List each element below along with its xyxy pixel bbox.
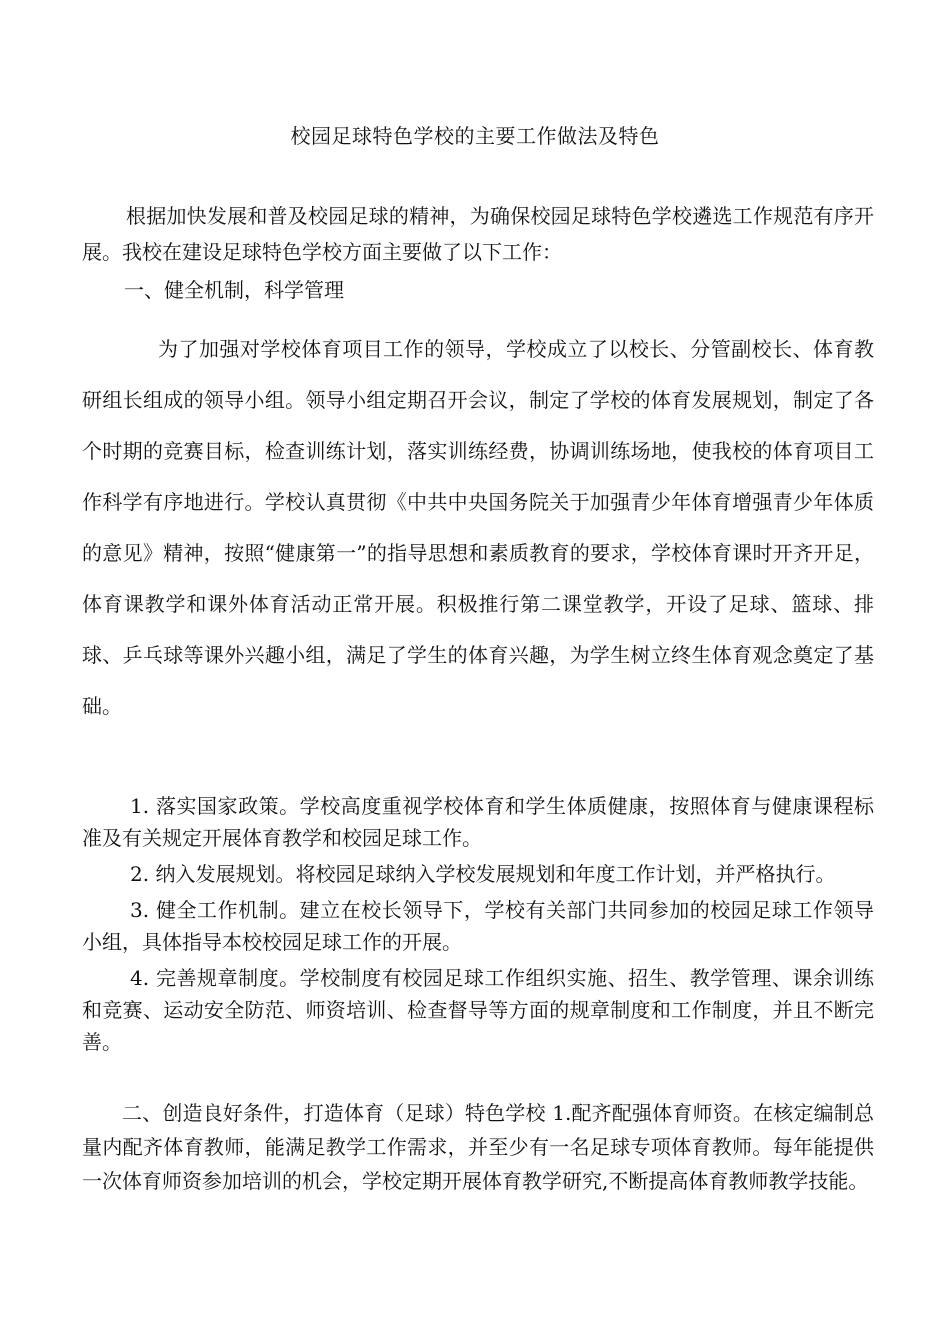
list-item: 4. 完善规章制度。学校制度有校园足球工作组织实施、招生、教学管理、课余训练和竞赛、运动安全防范、师资培训、检查督导等方面的规章制度和工作制度，并且不断完善。	[82, 966, 874, 1054]
section-one-heading: 一、健全机制，科学管理	[124, 278, 344, 302]
work-list	[82, 790, 874, 1062]
list-item: 1. 落实国家政策。学校高度重视学校体育和学生体质健康，按照体育与健康课程标准及有关规定开展体育教学和校园足球工作。	[82, 794, 874, 850]
intro-paragraph: 根据加快发展和普及校园足球的精神，为确保校园足球特色学校遴选工作规范有序开展。我校在建设足球特色学校方面主要做了以下工作：	[82, 204, 874, 264]
list-item: 3. 健全工作机制。建立在校长领导下，学校有关部门共同参加的校园足球工作领导小组，具体指导本校校园足球工作的开展。	[82, 898, 874, 954]
section-two-paragraph: 二、创造良好条件，打造体育（足球）特色学校 1.配齐配强体育师资。在核定编制总量内配齐体育教师，能满足教学工作需求，并至少有一名足球专项体育教师。每年能提供一次体育师资参加培训的机会，学校定期开展体育教学研究,不断提高体育教师教学技能。	[82, 1101, 874, 1193]
document-title: 校园足球特色学校的主要工作做法及特色	[290, 124, 660, 148]
list-item: 2. 纳入发展规划。将校园足球纳入学校发展规划和年度工作计划，并严格执行。	[130, 862, 836, 886]
section-one-paragraph: 为了加强对学校体育项目工作的领导，学校成立了以校长、分管副校长、体育教研组长组成的领导小组。领导小组定期召开会议，制定了学校的体育发展规划，制定了各个时期的竞赛目标，检查训练计划，落实训练经费，协调训练场地，使我校的体育项目工作科学有序地进行。学校认真贯彻《中共中央国务院关于加强青少年体育增强青少年体质的意见》精神，按照“健康第一”的指导思想和素质教育的要求，学校体育课时开齐开足，体育课教学和课外体育活动正常开展。积极推行第二课堂教学，开设了足球、篮球、排球、乒乓球等课外兴趣小组，满足了学生的体育兴趣，为学生树立终生体育观念奠定了基础。	[82, 337, 874, 718]
